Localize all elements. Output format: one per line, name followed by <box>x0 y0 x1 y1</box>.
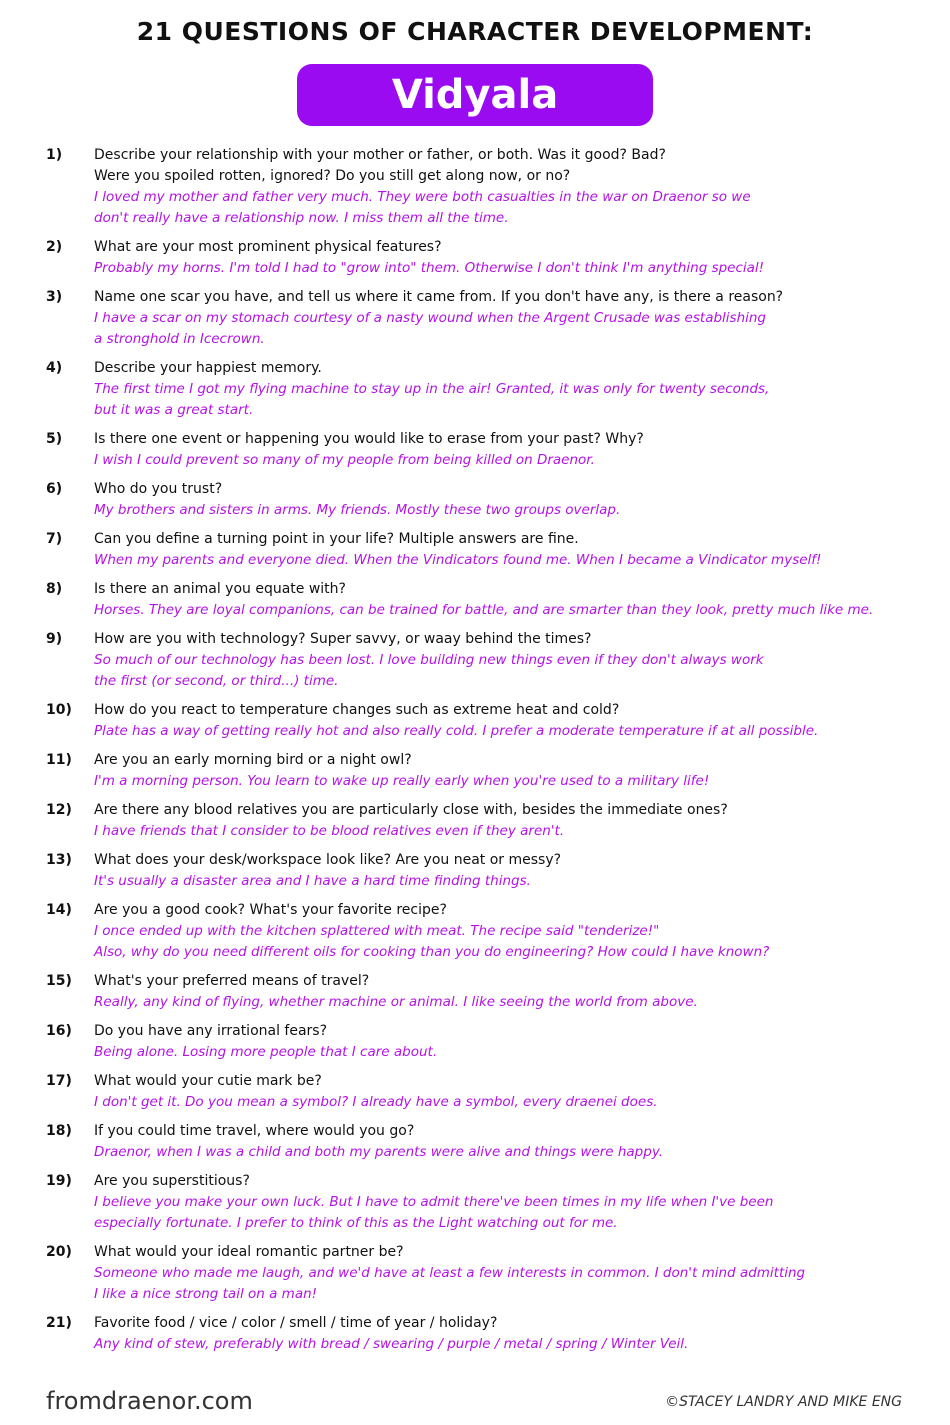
question-item <box>0 971 950 1013</box>
website-footer: fromdraenor.com <box>46 1387 253 1415</box>
answer-text: Plate has a way of getting really hot and also really cold. I prefer a moderate temperature if at all possible. <box>94 723 819 739</box>
question-number: 18) <box>46 1123 72 1139</box>
answer-text: Being alone. Losing more people that I care about. <box>94 1044 438 1060</box>
question-body <box>94 1021 929 1063</box>
question-number: 15) <box>46 973 72 989</box>
question-number: 20) <box>46 1244 72 1260</box>
question-number: 14) <box>46 902 72 918</box>
question-body <box>94 1071 929 1113</box>
answer-text: Probably my horns. I'm told I had to "grow into" them. Otherwise I don't think I'm anything special! <box>94 260 765 276</box>
question-item <box>0 1242 950 1305</box>
question-number: 13) <box>46 852 72 868</box>
question-number: 21) <box>46 1315 72 1331</box>
question-item <box>0 529 950 571</box>
question-item <box>0 1171 950 1234</box>
question-item <box>0 237 950 279</box>
question-text: What are your most prominent physical features? <box>94 239 442 255</box>
answer-text: I loved my mother and father very much. They were both casualties in the war on Draenor so we don't really have a relationship now. I miss them all the time. <box>94 189 751 226</box>
question-body <box>94 287 929 350</box>
question-item <box>0 579 950 621</box>
question-body <box>94 629 929 692</box>
answer-text: I'm a morning person. You learn to wake up really early when you're used to a military life! <box>94 773 710 789</box>
question-text: Name one scar you have, and tell us where it came from. If you don't have any, is there a reason? <box>94 289 784 305</box>
question-text: Describe your relationship with your mother or father, or both. Was it good? Bad? Were you spoiled rotten, ignored? Do you still get along now, or no? <box>94 147 666 184</box>
question-text: Are you a good cook? What's your favorite recipe? <box>94 902 447 918</box>
question-item <box>0 1313 950 1355</box>
question-item <box>0 479 950 521</box>
answer-text: When my parents and everyone died. When the Vindicators found me. When I became a Vindicator myself! <box>94 552 822 568</box>
question-number: 7) <box>46 531 63 547</box>
question-text: Who do you trust? <box>94 481 223 497</box>
question-number: 16) <box>46 1023 72 1039</box>
question-text: If you could time travel, where would you go? <box>94 1123 415 1139</box>
question-number: 12) <box>46 802 72 818</box>
question-text: Favorite food / vice / color / smell / time of year / holiday? <box>94 1315 498 1331</box>
question-number: 6) <box>46 481 63 497</box>
question-item <box>0 1071 950 1113</box>
answer-text: The first time I got my flying machine to stay up in the air! Granted, it was only for twenty seconds, but it was a great start. <box>94 381 770 418</box>
question-text: Are you superstitious? <box>94 1173 250 1189</box>
question-text: How are you with technology? Super savvy, or waay behind the times? <box>94 631 592 647</box>
question-body <box>94 800 929 842</box>
question-body <box>94 700 929 742</box>
page-title: 21 QUESTIONS OF CHARACTER DEVELOPMENT: <box>136 17 814 46</box>
question-text: Are you an early morning bird or a night owl? <box>94 752 412 768</box>
question-list <box>0 145 950 1363</box>
question-text: Is there an animal you equate with? <box>94 581 346 597</box>
question-body <box>94 479 929 521</box>
question-number: 9) <box>46 631 63 647</box>
answer-text: I have friends that I consider to be blood relatives even if they aren't. <box>94 823 565 839</box>
question-body <box>94 1242 929 1305</box>
question-number: 11) <box>46 752 72 768</box>
answer-text: I have a scar on my stomach courtesy of a nasty wound when the Argent Crusade was establishing a stronghold in Icecrown. <box>94 310 767 347</box>
question-body <box>94 358 929 421</box>
answer-text: My brothers and sisters in arms. My friends. Mostly these two groups overlap. <box>94 502 621 518</box>
question-text: Are there any blood relatives you are particularly close with, besides the immediate ones? <box>94 802 728 818</box>
question-number: 10) <box>46 702 72 718</box>
answer-text: It's usually a disaster area and I have a hard time finding things. <box>94 873 531 889</box>
question-text: What would your ideal romantic partner be? <box>94 1244 404 1260</box>
question-number: 5) <box>46 431 63 447</box>
question-number: 3) <box>46 289 63 305</box>
question-item <box>0 287 950 350</box>
question-body <box>94 750 929 792</box>
answer-text: I wish I could prevent so many of my people from being killed on Draenor. <box>94 452 595 468</box>
answer-text: Any kind of stew, preferably with bread / swearing / purple / metal / spring / Winter Veil. <box>94 1336 689 1352</box>
question-body <box>94 429 929 471</box>
answer-text: I once ended up with the kitchen splattered with meat. The recipe said "tenderize!" Also, why do you need different oils for cooking than you do engineering? How could I have known? <box>94 923 770 960</box>
question-body <box>94 145 929 229</box>
answer-text: So much of our technology has been lost. I love building new things even if they don't always work the first (or second, or third...) time. <box>94 652 764 689</box>
question-text: How do you react to temperature changes such as extreme heat and cold? <box>94 702 620 718</box>
question-body <box>94 1171 929 1234</box>
question-body <box>94 971 929 1013</box>
question-item <box>0 700 950 742</box>
answer-text: I believe you make your own luck. But I have to admit there've been times in my life when I've been especially fortunate. I prefer to think of this as the Light watching out for me. <box>94 1194 774 1231</box>
question-body <box>94 900 929 963</box>
answer-text: Horses. They are loyal companions, can be trained for battle, and are smarter than they look, pretty much like me. <box>94 602 874 618</box>
question-body <box>94 850 929 892</box>
question-body <box>94 1121 929 1163</box>
question-number: 2) <box>46 239 63 255</box>
question-body <box>94 529 929 571</box>
question-number: 1) <box>46 147 63 163</box>
answer-text: I don't get it. Do you mean a symbol? I already have a symbol, every draenei does. <box>94 1094 658 1110</box>
question-text: Describe your happiest memory. <box>94 360 322 376</box>
question-item <box>0 900 950 963</box>
question-text: What does your desk/workspace look like? Are you neat or messy? <box>94 852 562 868</box>
answer-text: Really, any kind of flying, whether machine or animal. I like seeing the world from above. <box>94 994 698 1010</box>
question-text: What would your cutie mark be? <box>94 1073 322 1089</box>
question-item <box>0 800 950 842</box>
question-number: 17) <box>46 1073 72 1089</box>
question-text: Do you have any irrational fears? <box>94 1023 328 1039</box>
question-item <box>0 429 950 471</box>
answer-text: Draenor, when I was a child and both my parents were alive and things were happy. <box>94 1144 664 1160</box>
question-number: 4) <box>46 360 63 376</box>
copyright-footer: ©STACEY LANDRY AND MIKE ENG <box>665 1394 902 1410</box>
question-item <box>0 629 950 692</box>
question-text: Is there one event or happening you would like to erase from your past? Why? <box>94 431 644 447</box>
question-text: Can you define a turning point in your life? Multiple answers are fine. <box>94 531 579 547</box>
question-item <box>0 145 950 229</box>
question-item <box>0 850 950 892</box>
question-text: What's your preferred means of travel? <box>94 973 370 989</box>
question-body <box>94 579 929 621</box>
question-number: 8) <box>46 581 63 597</box>
question-body <box>94 237 929 279</box>
question-item <box>0 1021 950 1063</box>
question-body <box>94 1313 929 1355</box>
question-item <box>0 1121 950 1163</box>
character-name-banner: Vidyala <box>297 64 653 126</box>
question-item <box>0 750 950 792</box>
question-item <box>0 358 950 421</box>
question-number: 19) <box>46 1173 72 1189</box>
answer-text: Someone who made me laugh, and we'd have at least a few interests in common. I don't mind admitting I like a nice strong tail on a man! <box>94 1265 806 1302</box>
